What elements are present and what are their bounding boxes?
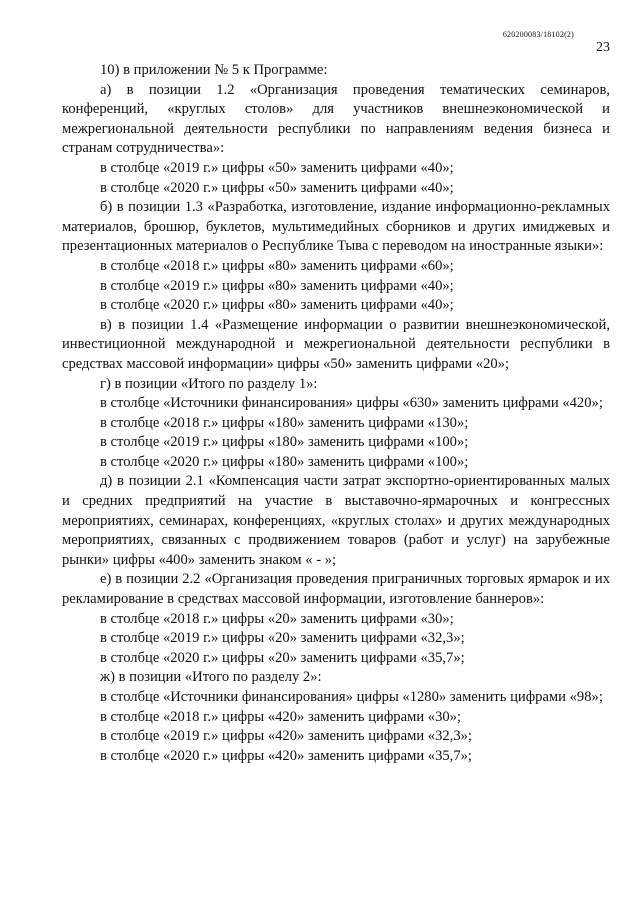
paragraph: в столбце «2020 г.» цифры «20» заменить цифрами «35,7»; (100, 649, 465, 666)
paragraph: в столбце «2018 г.» цифры «20» заменить цифрами «30»; (100, 610, 454, 627)
paragraph: в столбце «2018 г.» цифры «80» заменить цифрами «60»; (100, 257, 454, 274)
paragraph: ж) в позиции «Итого по разделу 2»: (100, 669, 322, 686)
paragraph: в столбце «2020 г.» цифры «50» заменить цифрами «40»; (100, 179, 454, 196)
paragraph: д) в позиции 2.1 «Компенсация части затрат экспортно-ориентированных малых и средних предприятий на участие в выставочно-ярмарочных и конгрессных мероприятиях, семинарах, конференциях, «круглых столах» и других международных мероприятиях, связанных с продвижением товаров (работ и услуг) на зарубежные рынки» цифры «400» заменить знаком « - »; (62, 473, 610, 568)
page-number: 23 (596, 40, 610, 55)
paragraph: г) в позиции «Итого по разделу 1»: (100, 375, 318, 392)
paragraph: в столбце «2020 г.» цифры «180» заменить цифрами «100»; (100, 453, 469, 470)
paragraph: в столбце «2019 г.» цифры «420» заменить цифрами «32,3»; (100, 728, 472, 745)
paragraph: е) в позиции 2.2 «Организация проведения приграничных торговых ярмарок и их рекламирование в средствах массовой информации, изготовление баннеров»: (62, 571, 610, 608)
paragraph: в) в позиции 1.4 «Размещение информации о развитии внешнеэкономической, инвестиционной международной и межрегиональной деятельности республики в средствах массовой информации» цифры «50» заменить цифрами «20»; (62, 316, 610, 372)
paragraph: а) в позиции 1.2 «Организация проведения тематических семинаров, конференций, «круглых столов» для участников внешнеэкономической и межрегиональной деятельности республики по направлениям ведения бизнеса и странам сотрудничества»: (62, 81, 610, 157)
paragraph: в столбце «2020 г.» цифры «420» заменить цифрами «35,7»; (100, 747, 472, 764)
paragraph: в столбце «2019 г.» цифры «80» заменить цифрами «40»; (100, 277, 454, 294)
document-body (62, 61, 610, 766)
paragraph: в столбце «2018 г.» цифры «180» заменить цифрами «130»; (100, 414, 469, 431)
paragraph: в столбце «Источники финансирования» цифры «630» заменить цифрами «420»; (100, 395, 603, 412)
paragraph: в столбце «2019 г.» цифры «50» заменить цифрами «40»; (100, 159, 454, 176)
paragraph: в столбце «2019 г.» цифры «180» заменить цифрами «100»; (100, 434, 469, 451)
paragraph: в столбце «2019 г.» цифры «20» заменить цифрами «32,3»; (100, 630, 465, 647)
paragraph: б) в позиции 1.3 «Разработка, изготовление, издание информационно-рекламных материалов, брошюр, буклетов, мультимедийных сборников и других имиджевых и презентационных материалов о Республике Тыва с переводом на иностранные языки»: (62, 199, 610, 255)
paragraph: в столбце «2020 г.» цифры «80» заменить цифрами «40»; (100, 297, 454, 314)
paragraph: в столбце «2018 г.» цифры «420» заменить цифрами «30»; (100, 708, 462, 725)
paragraph: 10) в приложении № 5 к Программе: (100, 62, 328, 78)
document-number: 620200083/18102(2) (502, 30, 574, 39)
paragraph: в столбце «Источники финансирования» цифры «1280» заменить цифрами «98»; (100, 689, 603, 705)
